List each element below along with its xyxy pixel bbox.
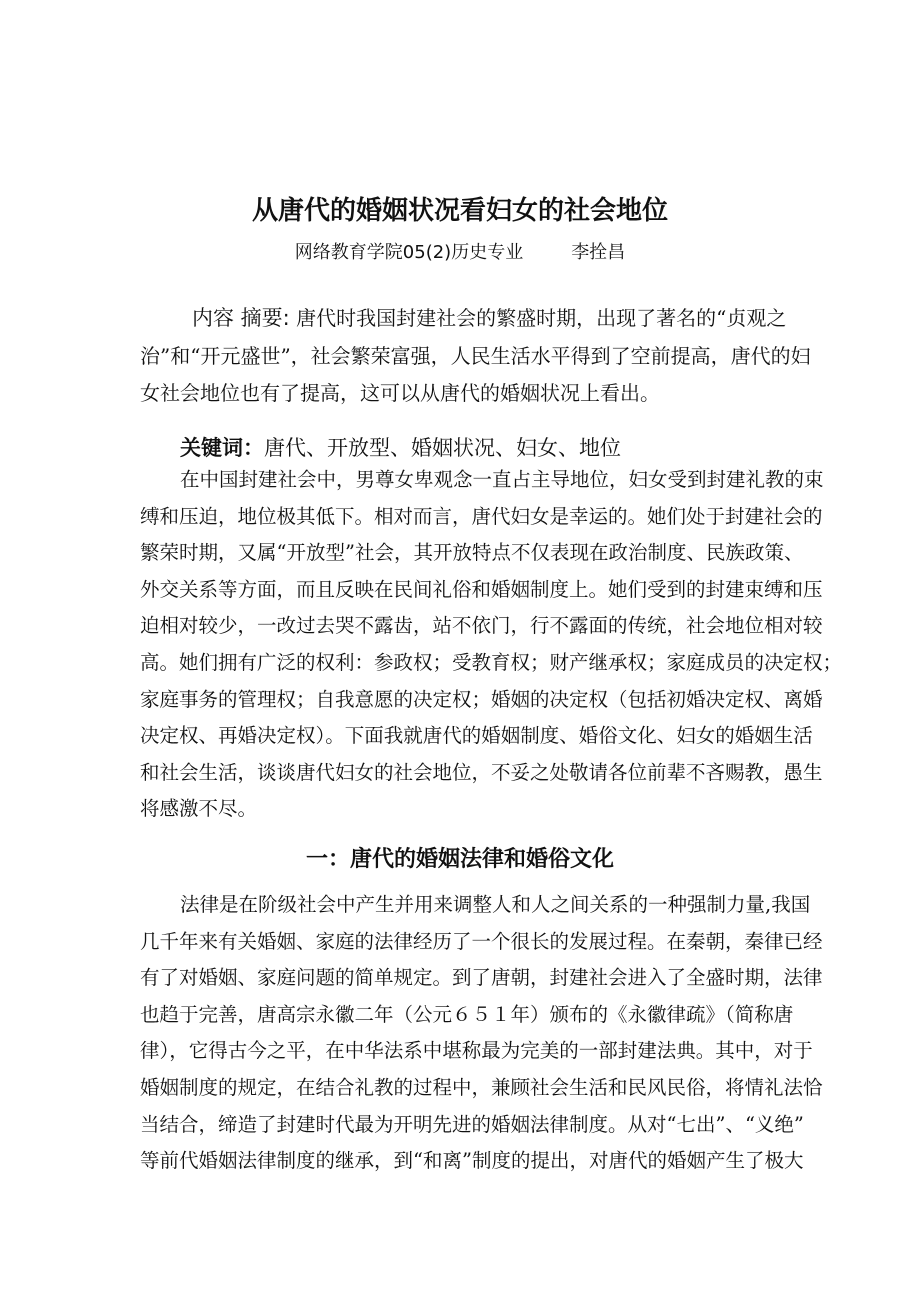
abstract-line (140, 300, 787, 338)
abstract-line: 治”和“开元盛世”，社会繁荣富强，人民生活水平得到了空前提高，唐代的妇 (140, 343, 811, 368)
keywords-label: 关键词： (180, 435, 264, 460)
keywords (180, 432, 621, 462)
paragraph-line: 外交关系等方面，而且反映在民间礼俗和婚姻制度上。她们受到的封建束缚和压 (140, 577, 823, 601)
paragraph-line: 高。她们拥有广泛的权利：参政权；受教育权；财产继承权；家庭成员的决定权； (140, 650, 843, 674)
author: 李拴昌 (571, 242, 626, 263)
paragraph-line: 有了对婚姻、家庭问题的简单规定。到了唐朝，封建社会进入了全盛时期，法律 (140, 966, 823, 990)
section-heading: 一：唐代的婚姻法律和婚俗文化 (305, 847, 614, 872)
paragraph-line: 和社会生活，谈谈唐代妇女的社会地位，不妥之处敬请各位前辈不吝赐教，愚生 (140, 760, 823, 784)
paragraph-line: 将感激不尽。 (140, 797, 258, 821)
paragraph-intro (140, 462, 843, 828)
affiliation: 网络教育学院05(2)历史专业 (294, 242, 524, 263)
keywords-value: 唐代、开放型、婚姻状况、妇女、地位 (264, 436, 621, 460)
document-title: 从唐代的婚姻状况看妇女的社会地位 (251, 196, 668, 226)
paragraph-line: 缚和压迫，地位极其低下。相对而言，唐代妇女是幸运的。她们处于封建社会的 (140, 504, 823, 528)
paragraph-law (140, 887, 823, 1180)
abstract-line: 女社会地位也有了提高，这可以从唐代的婚姻状况上看出。 (140, 381, 660, 405)
byline (0, 238, 920, 264)
paragraph-line: 也趋于完善，唐高宗永徽二年（公元６５１年）颁布的《永徽律疏》（简称唐 (140, 1002, 794, 1026)
paragraph-line: 几千年来有关婚姻、家庭的法律经历了一个很长的发展过程。在秦朝，秦律已经 (140, 929, 823, 953)
paragraph-line: 当结合，缔造了封建时代最为开明先进的婚姻法律制度。从对“七出”、“义绝” (140, 1112, 804, 1136)
abstract-label: 内容 摘要: (192, 306, 290, 330)
abstract (140, 300, 811, 413)
paragraph-line: 律），它得古今之平，在中华法系中堪称最为完美的一部封建法典。其中，对于 (140, 1039, 813, 1063)
paragraph-line: 法律是在阶级社会中产生并用来调整人和人之间关系的一种强制力量,我国 (180, 893, 811, 916)
abstract-text: 唐代时我国封建社会的繁盛时期，出现了著名的“贞观之 (296, 306, 787, 330)
paragraph-line: 迫相对较少，一改过去哭不露齿，站不依门，行不露面的传统，社会地位相对较 (140, 614, 823, 638)
paragraph-line: 婚姻制度的规定，在结合礼教的过程中，兼顾社会生活和民风民俗，将情礼法恰 (140, 1075, 823, 1099)
paragraph-line: 家庭事务的管理权；自我意愿的决定权；婚姻的决定权（包括初婚决定权、离婚 (140, 687, 823, 711)
paragraph-line: 等前代婚姻法律制度的继承，到“和离”制度的提出，对唐代的婚姻产生了极大 (140, 1149, 804, 1173)
paragraph-line: 在中国封建社会中，男尊女卑观念一直占主导地位，妇女受到封建礼教的束 (180, 468, 824, 491)
paragraph-line: 决定权、再婚决定权）。下面我就唐代的婚姻制度、婚俗文化、妇女的婚姻生活 (140, 724, 813, 748)
paragraph-line: 繁荣时期，又属“开放型”社会，其开放特点不仅表现在政治制度、民族政策、 (140, 541, 804, 565)
